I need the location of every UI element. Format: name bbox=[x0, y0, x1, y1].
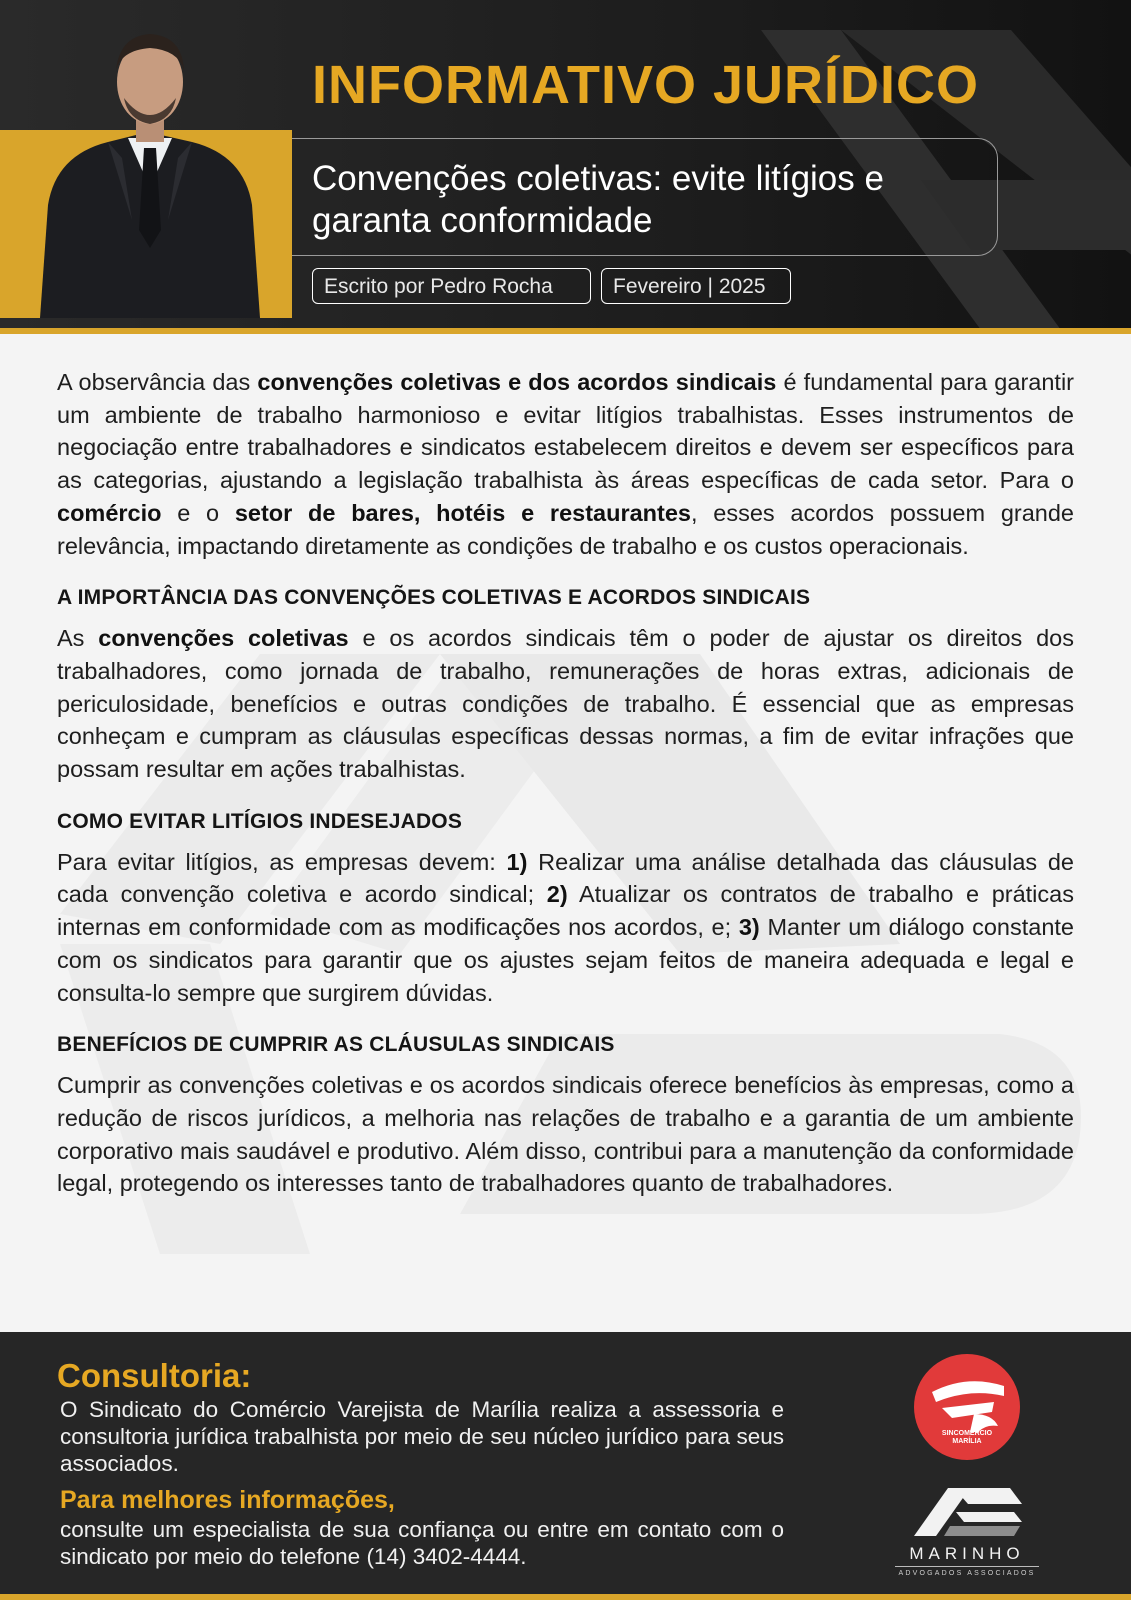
sincomercio-logo-text: SINCOMÉRCIO MARÍLIA bbox=[941, 1430, 993, 1445]
article-content bbox=[57, 366, 1074, 1200]
info-text: consulte um especialista de sua confiança ou entre em contato com o sindicato por meio do telefone (14) 3402-4444. bbox=[60, 1517, 784, 1569]
info-title: Para melhores informações, bbox=[60, 1486, 395, 1514]
document-title: INFORMATIVO JURÍDICO bbox=[312, 55, 979, 115]
avoid-litigation-paragraph: Para evitar litígios, as empresas devem: 1) Realizar uma análise detalhada das cláusulas de cada convenção coletiva e acordo sindical; 2) Atualizar os contratos de trabalho e práticas internas em conformidade com as modificações nos acordos, e; 3) Manter um diálogo constante com os sindicatos para garantir que os ajustes sejam feitos de maneira adequada e legal e consulta-lo sempre que surgirem dúvidas. bbox=[57, 848, 1075, 1006]
section-heading-benefits: BENEFÍCIOS DE CUMPRIR AS CLÁUSULAS SINDICAIS bbox=[57, 1033, 615, 1057]
section-heading-importance: A IMPORTÂNCIA DAS CONVENÇÕES COLETIVAS E ACORDOS SINDICAIS bbox=[57, 586, 811, 610]
benefits-paragraph: Cumprir as convenções coletivas e os acordos sindicais oferece benefícios às empresas, como a redução de riscos jurídicos, a melhoria nas relações de trabalho e a garantia de um ambiente corporativo mais saudável e produtivo. Além disso, contribui para a manutenção da conformidade legal, protegendo os interesses tanto de trabalhadores quanto de trabalhadores. bbox=[57, 1072, 1074, 1197]
header bbox=[0, 0, 1131, 330]
importance-paragraph: As convenções coletivas e os acordos sindicais têm o poder de ajustar os direitos dos trabalhadores, como jornada de trabalho, remunerações de horas extras, adicionais de periculosidade, benefícios e outras condições de trabalho. É essencial que as empresas conheçam e cumpram as cláusulas específicas dessas normas, a fim de evitar infrações que possam resultar em ações trabalhistas. bbox=[57, 625, 1075, 783]
author-photo bbox=[30, 20, 270, 318]
section-heading-avoid-litigation: COMO EVITAR LITÍGIOS INDESEJADOS bbox=[57, 809, 463, 833]
document-subtitle: Convenções coletivas: evite litígios e garanta conformidade bbox=[312, 159, 884, 240]
footer bbox=[0, 1332, 1131, 1594]
marinho-logo-subtitle: ADVOGADOS ASSOCIADOS bbox=[895, 1566, 1039, 1578]
intro-paragraph: A observância das convenções coletivas e dos acordos sindicais é fundamental para garantir um ambiente de trabalho harmonioso e evitar litígios trabalhistas. Esses instrumentos de negociação entre trabalhadores e sindicatos estabelecem direitos e devem ser específicos para as categorias, ajustando a legislação trabalhista às áreas específicas de cada setor. Para o comércio e o setor de bares, hotéis e restaurantes, esses acordos possuem grande relevância, impactando diretamente as condições de trabalho e os custos operacionais. bbox=[57, 369, 1074, 559]
marinho-logo-name: MARINHO bbox=[909, 1544, 1025, 1563]
consult-text: O Sindicato do Comércio Varejista de Marília realiza a assessoria e consultoria jurídica trabalhista por meio de seu núcleo jurídico para seus associados. bbox=[60, 1397, 784, 1476]
author-badge: Escrito por Pedro Rocha bbox=[312, 268, 591, 304]
marinho-logo-icon bbox=[910, 1482, 1024, 1540]
article-body bbox=[0, 334, 1131, 1332]
date-badge: Fevereiro | 2025 bbox=[601, 268, 791, 304]
consult-title: Consultoria: bbox=[57, 1357, 252, 1394]
footer-divider bbox=[0, 1594, 1131, 1600]
